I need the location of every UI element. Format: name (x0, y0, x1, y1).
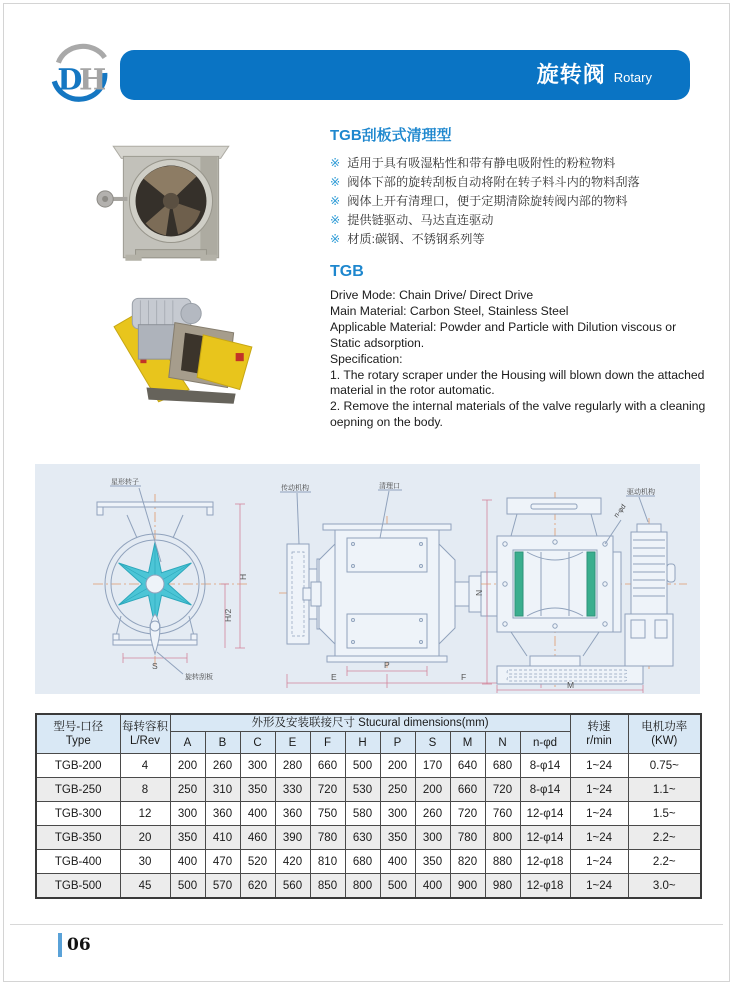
col-header-dim: B (205, 732, 240, 754)
table-cell: 410 (205, 826, 240, 850)
table-row (36, 754, 701, 778)
col-header-dim: M (450, 732, 485, 754)
table-cell: 350 (170, 826, 205, 850)
bullet-item (330, 192, 706, 211)
table-cell: 720 (450, 802, 485, 826)
col-header-dim: E (275, 732, 310, 754)
table-cell: 300 (415, 826, 450, 850)
table-cell: 980 (485, 874, 520, 899)
dim-label-f: F (461, 672, 467, 682)
table-cell: 12-φ14 (520, 802, 570, 826)
table-cell: 170 (415, 754, 450, 778)
callout-drive-mechanism: 传动机构 (281, 485, 309, 492)
table-cell: 350 (380, 826, 415, 850)
table-cell: 1~24 (570, 826, 628, 850)
table-cell: 45 (120, 874, 170, 899)
table-cell: 470 (205, 850, 240, 874)
table-cell: 460 (240, 826, 275, 850)
table-cell: 1~24 (570, 874, 628, 899)
col-header-dim: S (415, 732, 450, 754)
col-header-dimensions-group: 外形及安装联接尺寸 Stucural dimensions(mm) (170, 714, 570, 732)
dim-label-h: H (238, 573, 248, 580)
bullet-item (330, 211, 706, 230)
table-cell: 630 (345, 826, 380, 850)
table-cell: 580 (345, 802, 380, 826)
table-cell: 800 (485, 826, 520, 850)
bullet-text: 阀体下部的旋转刮板自动将附在转子料斗内的物料刮落 (347, 175, 640, 189)
table-cell: 8-φ14 (520, 754, 570, 778)
callout-bolt-holes: n-φd (613, 503, 628, 520)
table-cell: TGB-500 (36, 874, 120, 899)
heading-tgb-type: TGB刮板式清理型 (330, 127, 452, 144)
table-cell: 300 (170, 802, 205, 826)
table-cell: 4 (120, 754, 170, 778)
table-cell: 3.0~ (628, 874, 701, 899)
table-cell: 500 (380, 874, 415, 899)
col-header-dim: F (310, 732, 345, 754)
bullet-item (330, 230, 706, 249)
table-cell: 400 (415, 874, 450, 899)
table-cell: 500 (345, 754, 380, 778)
table-cell: 280 (275, 754, 310, 778)
bullet-marker: ※ (330, 175, 341, 189)
table-cell: 750 (310, 802, 345, 826)
heading-tgb: TGB (330, 263, 364, 280)
bullet-text: 提供链驱动、马达直连驱动 (347, 213, 494, 227)
table-cell: 2.2~ (628, 826, 701, 850)
table-cell: 1~24 (570, 778, 628, 802)
table-cell: 8-φ14 (520, 778, 570, 802)
table-cell: 780 (450, 826, 485, 850)
bullet-item (330, 154, 706, 173)
bullet-marker: ※ (330, 232, 341, 246)
table-cell: 660 (450, 778, 485, 802)
table-cell: 400 (170, 850, 205, 874)
logo-letter-d: D (57, 62, 83, 97)
table-cell: 200 (380, 754, 415, 778)
callout-cleaning-port: 清理口 (379, 483, 400, 490)
table-cell: 780 (310, 826, 345, 850)
col-header-type: 型号-口径 Type (36, 714, 120, 754)
table-cell: 530 (345, 778, 380, 802)
section-banner (120, 50, 690, 100)
col-header-power: 电机功率 (KW) (628, 714, 701, 754)
spec-line: Specification: (330, 351, 403, 366)
table-cell: 360 (275, 802, 310, 826)
table-cell: 720 (485, 778, 520, 802)
table-cell: 400 (380, 850, 415, 874)
table-cell: 570 (205, 874, 240, 899)
dim-label-h2: H/2 (223, 608, 233, 622)
bullet-text: 材质:碳钢、不锈钢系列等 (347, 232, 485, 246)
spec-line: Main Material: Carbon Steel, Stainless Steel (330, 303, 569, 318)
col-header-dim: N (485, 732, 520, 754)
table-cell: 330 (275, 778, 310, 802)
dim-label-p: P (384, 660, 390, 670)
table-cell: 200 (415, 778, 450, 802)
description-section (330, 124, 706, 431)
table-cell: 660 (310, 754, 345, 778)
footer-divider (10, 924, 723, 925)
col-header-dim: H (345, 732, 380, 754)
table-row (36, 826, 701, 850)
table-cell: 350 (240, 778, 275, 802)
table-row (36, 802, 701, 826)
table-cell: 520 (240, 850, 275, 874)
bullet-text: 适用于具有吸湿粘性和带有静电吸附性的粉粒物料 (347, 156, 616, 170)
table-cell: 400 (240, 802, 275, 826)
col-header-dim: n-φd (520, 732, 570, 754)
table-cell: 620 (240, 874, 275, 899)
banner-title-en: Rotary (613, 70, 652, 85)
dim-label-e: E (331, 672, 337, 682)
table-cell: 720 (310, 778, 345, 802)
table-cell: 30 (120, 850, 170, 874)
callout-star-rotor: 星形转子 (111, 479, 139, 486)
valve-photo-image (95, 140, 247, 264)
dh-logo-icon (46, 42, 112, 104)
technical-drawings (35, 464, 700, 694)
bullet-text: 阀体上开有清理口，便于定期清除旋转阀内部的物料 (347, 194, 628, 208)
table-cell: 350 (415, 850, 450, 874)
table-cell: 1~24 (570, 850, 628, 874)
table-cell: 8 (120, 778, 170, 802)
table-cell: 360 (205, 802, 240, 826)
table-cell: 800 (345, 874, 380, 899)
table-cell: 300 (240, 754, 275, 778)
table-cell: 850 (310, 874, 345, 899)
table-cell: 640 (450, 754, 485, 778)
table-cell: 260 (205, 754, 240, 778)
table-cell: TGB-200 (36, 754, 120, 778)
dimensions-table (35, 713, 702, 899)
table-cell: TGB-350 (36, 826, 120, 850)
table-cell: 20 (120, 826, 170, 850)
table-cell: 390 (275, 826, 310, 850)
page-number-block (58, 933, 91, 957)
table-cell: 300 (380, 802, 415, 826)
col-header-dim: P (380, 732, 415, 754)
col-header-speed: 转速 r/min (570, 714, 628, 754)
bullet-marker: ※ (330, 213, 341, 227)
dim-label-s: S (152, 661, 158, 671)
table-cell: 500 (170, 874, 205, 899)
page-number: 06 (67, 935, 91, 955)
table-cell: 1.1~ (628, 778, 701, 802)
dim-label-n: N (474, 589, 484, 596)
table-cell: 1.5~ (628, 802, 701, 826)
table-cell: TGB-250 (36, 778, 120, 802)
col-header-dim: A (170, 732, 205, 754)
table-cell: 0.75~ (628, 754, 701, 778)
table-cell: 900 (450, 874, 485, 899)
table-cell: 680 (485, 754, 520, 778)
table-row (36, 778, 701, 802)
spec-line: 2. Remove the internal materials of the valve regularly with a cleaning oepning on the body. (330, 399, 706, 430)
dim-label-m: M (567, 680, 575, 690)
table-cell: 810 (310, 850, 345, 874)
table-cell: 680 (345, 850, 380, 874)
table-cell: 760 (485, 802, 520, 826)
table-cell: TGB-300 (36, 802, 120, 826)
table-cell: 310 (205, 778, 240, 802)
table-cell: 12-φ14 (520, 826, 570, 850)
english-specs (330, 288, 706, 431)
valve-motor-photo-image (110, 292, 262, 406)
table-cell: 260 (415, 802, 450, 826)
col-header-volume: 每转容积 L/Rev (120, 714, 170, 754)
table-cell: 12-φ18 (520, 874, 570, 899)
table-row (36, 850, 701, 874)
feature-bullet-list (330, 154, 706, 249)
banner-title-zh: 旋转阀 (536, 62, 606, 87)
spec-line: Applicable Material: Powder and Particle with Dilution viscous or Static adsorption. (330, 319, 677, 350)
table-cell: TGB-400 (36, 850, 120, 874)
callout-rotary-scraper: 旋转刮板 (185, 674, 213, 681)
table-cell: 420 (275, 850, 310, 874)
bullet-item (330, 173, 706, 192)
table-cell: 250 (170, 778, 205, 802)
table-row (36, 874, 701, 899)
spec-line: Drive Mode: Chain Drive/ Direct Drive (330, 288, 534, 302)
bullet-marker: ※ (330, 194, 341, 208)
table-cell: 200 (170, 754, 205, 778)
page-number-accent-bar (58, 933, 62, 957)
table-body (36, 754, 701, 899)
table-cell: 12-φ18 (520, 850, 570, 874)
spec-line: 1. The rotary scraper under the Housing will blown down the attached material in the rotor automatic. (330, 367, 705, 398)
table-cell: 1~24 (570, 754, 628, 778)
drawing-motor-view (474, 487, 687, 693)
drawing-front-view (93, 477, 249, 681)
callout-drive-unit: 驱动机构 (627, 489, 655, 496)
col-header-dim: C (240, 732, 275, 754)
technical-drawings-panel (35, 464, 700, 694)
table-cell: 2.2~ (628, 850, 701, 874)
table-cell: 820 (450, 850, 485, 874)
logo-letter-h: H (79, 62, 107, 97)
table-cell: 560 (275, 874, 310, 899)
bullet-marker: ※ (330, 156, 341, 170)
table-cell: 1~24 (570, 802, 628, 826)
table-cell: 250 (380, 778, 415, 802)
table-cell: 12 (120, 802, 170, 826)
table-cell: 880 (485, 850, 520, 874)
